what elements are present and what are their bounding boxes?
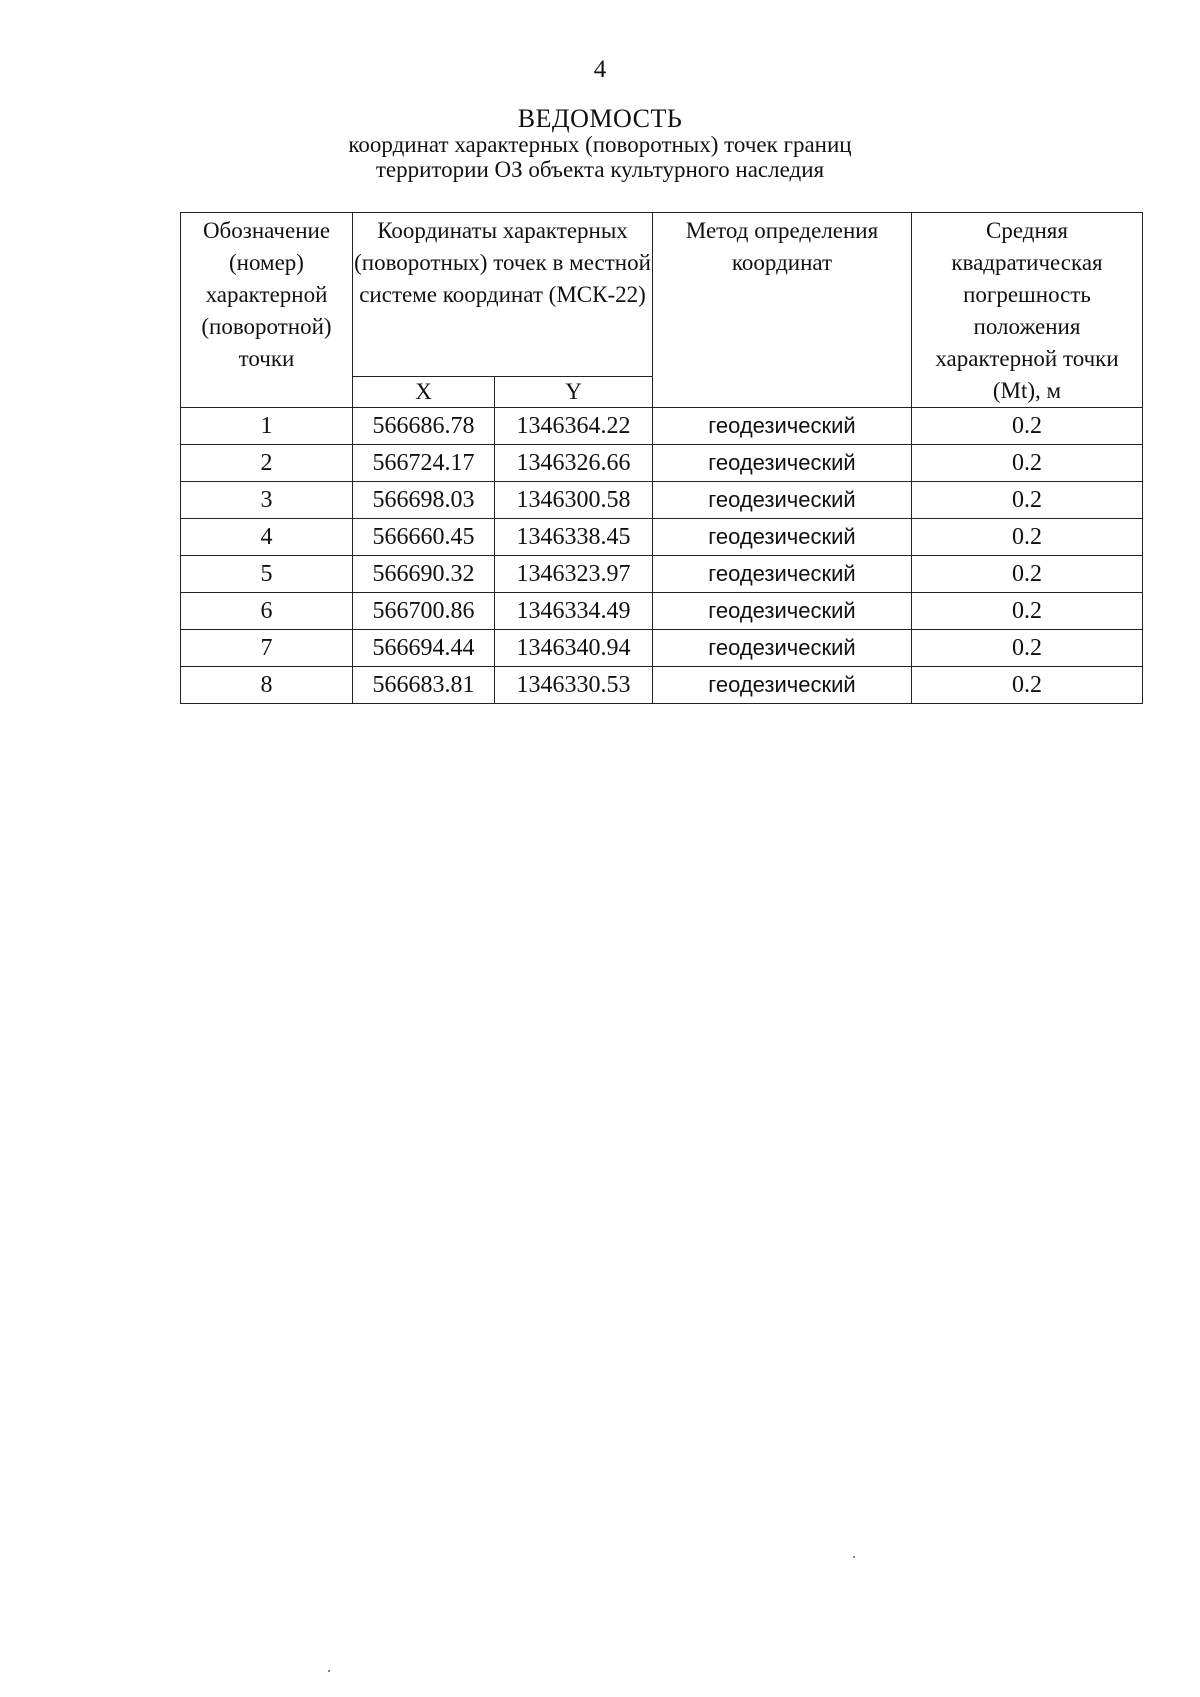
y-coordinate-cell: 1346334.49 [495, 593, 653, 630]
x-coordinate-cell: 566686.78 [353, 408, 495, 445]
point-number-cell: 1 [181, 408, 353, 445]
error-cell: 0.2 [912, 482, 1143, 519]
page-number: 4 [593, 56, 607, 83]
error-cell: 0.2 [912, 556, 1143, 593]
table-row [181, 445, 1143, 482]
point-number-cell: 5 [181, 556, 353, 593]
x-coordinate-cell: 566690.32 [353, 556, 495, 593]
point-number-cell: 7 [181, 630, 353, 667]
method-cell: геодезический [653, 445, 912, 482]
y-coordinate-cell: 1346330.53 [495, 667, 653, 704]
coordinates-table [180, 212, 1143, 704]
y-coordinate-cell: 1346340.94 [495, 630, 653, 667]
x-coordinate-cell: 566660.45 [353, 519, 495, 556]
method-cell: геодезический [653, 519, 912, 556]
y-coordinate-cell: 1346326.66 [495, 445, 653, 482]
x-coordinate-cell: 566694.44 [353, 630, 495, 667]
y-coordinate-cell: 1346338.45 [495, 519, 653, 556]
method-cell: геодезический [653, 556, 912, 593]
x-coordinate-cell: 566698.03 [353, 482, 495, 519]
error-cell: 0.2 [912, 445, 1143, 482]
table-row [181, 593, 1143, 630]
subtitle-line-1: координат характерных (поворотных) точек границ [348, 132, 852, 157]
document-title: ВЕДОМОСТЬ [517, 104, 683, 133]
point-number-cell: 3 [181, 482, 353, 519]
table-row [181, 667, 1143, 704]
table-row [181, 519, 1143, 556]
error-cell: 0.2 [912, 630, 1143, 667]
method-cell: геодезический [653, 630, 912, 667]
y-coordinate-cell: 1346323.97 [495, 556, 653, 593]
scan-speck [328, 1670, 330, 1672]
point-number-cell: 4 [181, 519, 353, 556]
document-subtitle [0, 132, 1200, 182]
table-row [181, 556, 1143, 593]
x-coordinate-cell: 566683.81 [353, 667, 495, 704]
error-cell: 0.2 [912, 593, 1143, 630]
header-y: Y [495, 376, 653, 407]
x-coordinate-cell: 566724.17 [353, 445, 495, 482]
header-error: Средняя квадратическая погрешность положения характерной точки (Mt), м [912, 213, 1143, 408]
method-cell: геодезический [653, 408, 912, 445]
method-cell: геодезический [653, 593, 912, 630]
error-cell: 0.2 [912, 408, 1143, 445]
x-coordinate-cell: 566700.86 [353, 593, 495, 630]
header-designation: Обозначение (номер) характерной (поворотной) точки [181, 213, 353, 408]
table-row [181, 408, 1143, 445]
point-number-cell: 2 [181, 445, 353, 482]
method-cell: геодезический [653, 482, 912, 519]
header-method: Метод определения координат [653, 213, 912, 408]
method-cell: геодезический [653, 667, 912, 704]
y-coordinate-cell: 1346364.22 [495, 408, 653, 445]
point-number-cell: 8 [181, 667, 353, 704]
table-row [181, 482, 1143, 519]
header-x: X [353, 376, 495, 407]
error-cell: 0.2 [912, 667, 1143, 704]
y-coordinate-cell: 1346300.58 [495, 482, 653, 519]
subtitle-line-2: территории ОЗ объекта культурного наследия [375, 157, 825, 182]
error-cell: 0.2 [912, 519, 1143, 556]
table-row [181, 630, 1143, 667]
header-coordinates: Координаты характерных (поворотных) точек в местной системе координат (МСК-22) [353, 213, 653, 377]
point-number-cell: 6 [181, 593, 353, 630]
scan-speck [853, 1556, 855, 1558]
